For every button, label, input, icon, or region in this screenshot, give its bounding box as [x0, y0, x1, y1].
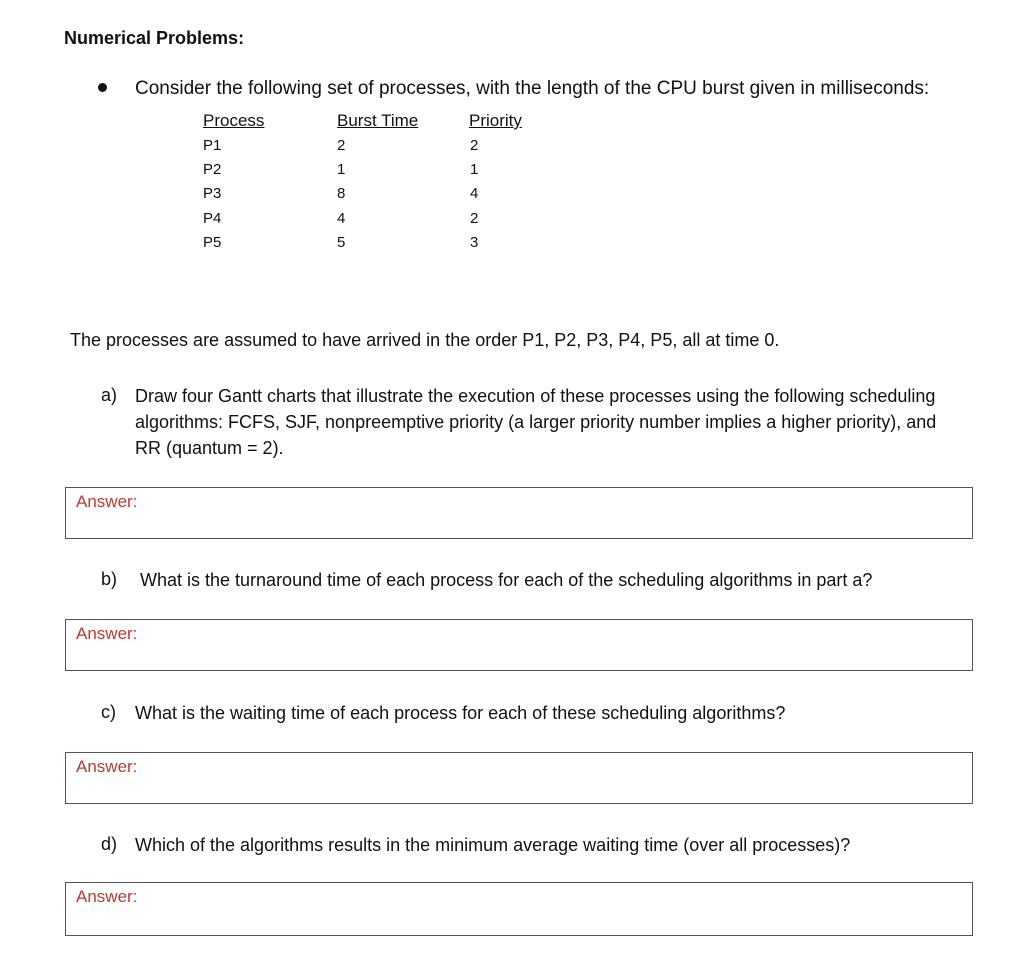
- cell-burst: 8: [337, 185, 346, 202]
- assumption-text: The processes are assumed to have arrived in the order P1, P2, P3, P4, P5, all at time 0.: [70, 330, 780, 350]
- answer-box-a[interactable]: [65, 487, 973, 539]
- header-priority: Priority: [469, 111, 522, 130]
- cell-priority: 3: [470, 234, 479, 251]
- cell-burst: 2: [337, 137, 346, 154]
- cell-process: P5: [203, 234, 222, 251]
- answer-label: Answer:: [76, 887, 138, 906]
- cell-burst: 1: [337, 161, 346, 178]
- header-burst-time: Burst Time: [337, 111, 419, 130]
- answer-label: Answer:: [76, 492, 138, 511]
- answer-label: Answer:: [76, 757, 138, 776]
- answer-label: Answer:: [76, 624, 138, 643]
- answer-box-d[interactable]: [65, 882, 973, 936]
- answer-box-c[interactable]: [65, 752, 973, 804]
- cell-priority: 1: [470, 161, 479, 178]
- cell-process: P2: [203, 161, 222, 178]
- question-c-label: c): [101, 702, 116, 722]
- cell-priority: 2: [470, 137, 479, 154]
- cell-process: P4: [203, 210, 222, 227]
- question-d-label: d): [101, 834, 118, 854]
- question-b-text: What is the turnaround time of each process for each of the scheduling algorithms in part a?: [140, 570, 873, 590]
- header-process: Process: [203, 111, 265, 130]
- cell-burst: 4: [337, 210, 346, 227]
- cell-priority: 4: [470, 185, 479, 202]
- question-a-label: a): [101, 385, 118, 405]
- question-d-text: Which of the algorithms results in the minimum average waiting time (over all processes)?: [135, 835, 851, 855]
- cell-priority: 2: [470, 210, 479, 227]
- question-c-text: What is the waiting time of each process for each of these scheduling algorithms?: [135, 703, 786, 723]
- cell-process: P3: [203, 185, 222, 202]
- question-b-label: b): [101, 569, 118, 589]
- cell-burst: 5: [337, 234, 346, 251]
- intro-text: Consider the following set of processes, with the length of the CPU burst given in milliseconds:: [135, 78, 930, 99]
- answer-box-b[interactable]: [65, 619, 973, 671]
- page-heading: Numerical Problems:: [64, 28, 245, 48]
- question-a-text: Draw four Gantt charts that illustrate the execution of these processes using the following scheduling algorithms: FCFS, SJF, nonpreemptive priority (a larger priority number implies a higher priority), and RR (quantum = 2).: [135, 386, 937, 458]
- cell-process: P1: [203, 137, 222, 154]
- bullet-icon: [98, 83, 107, 92]
